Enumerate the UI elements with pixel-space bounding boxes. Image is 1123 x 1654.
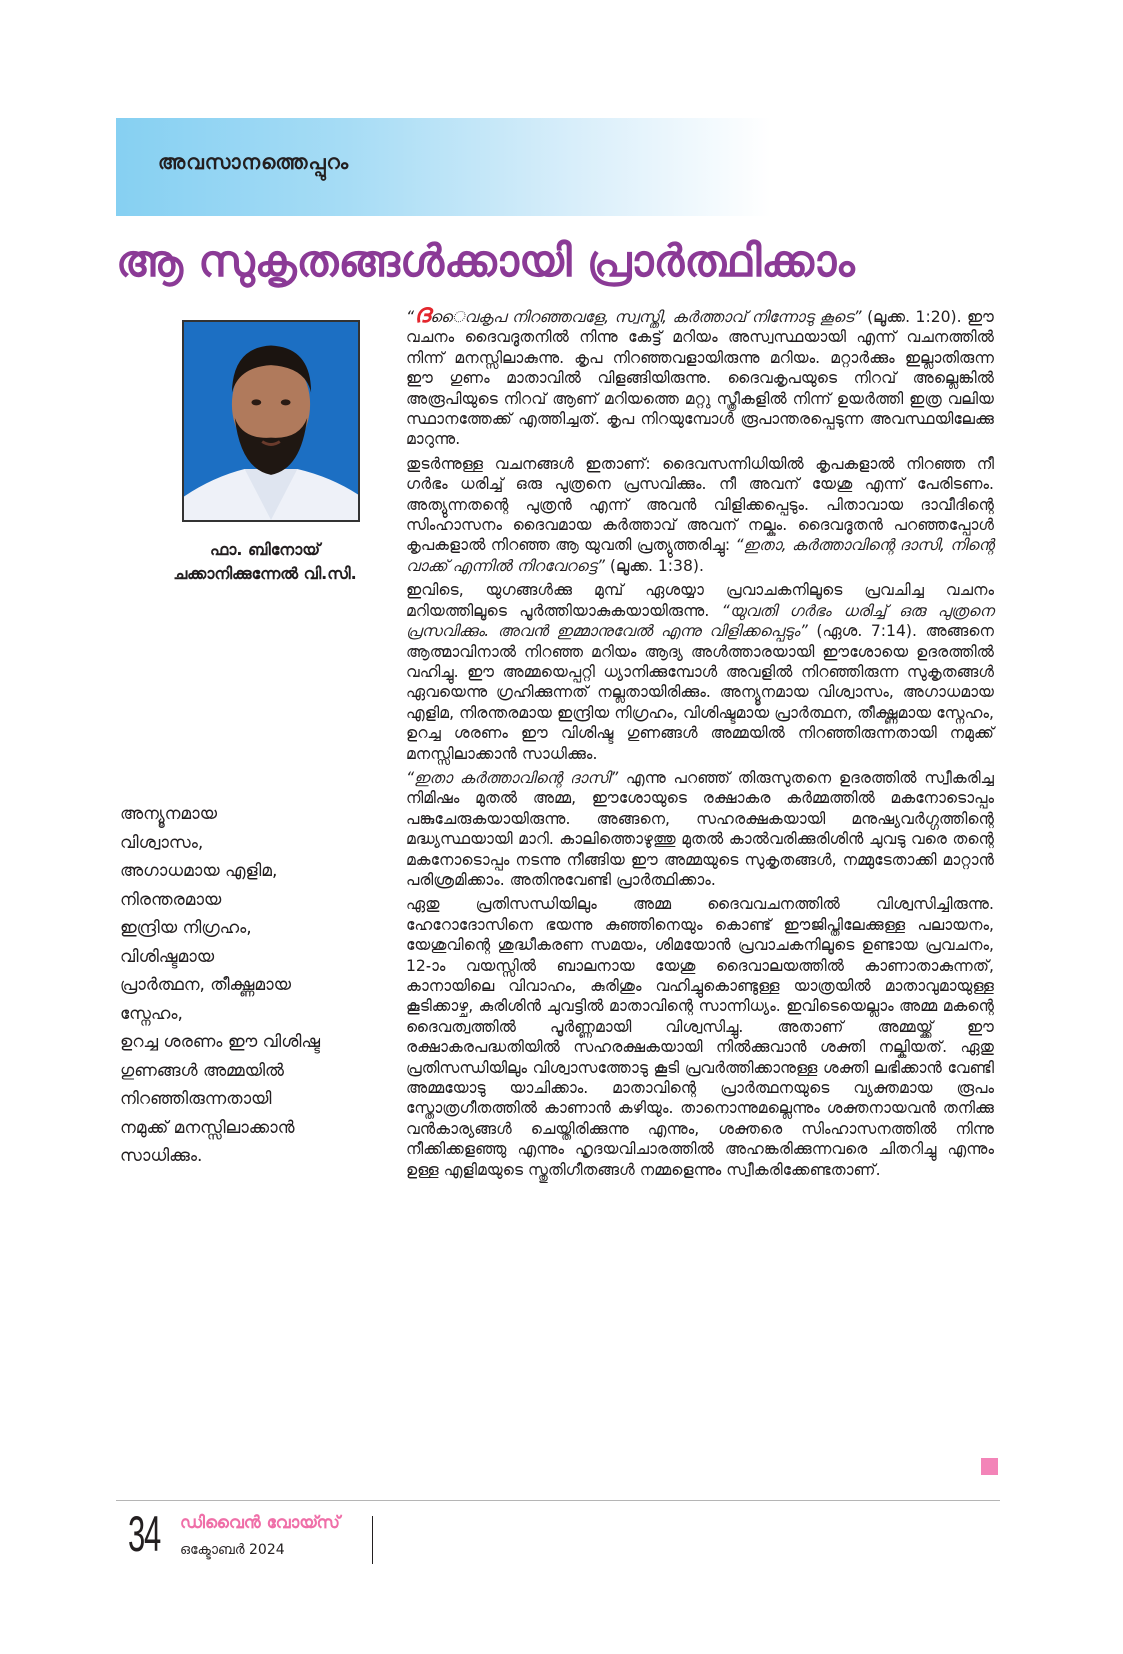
paragraph-4: [406, 768, 994, 890]
pull-quote: [120, 800, 380, 1171]
opening-quote-text: ൈവകൃപ നിറഞ്ഞവളേ, സ്വസ്തി, കർത്താവ് നിന്നോടു കൂടെ”: [430, 308, 862, 326]
scripture-reference: (ലൂക്ക. 1:38).: [604, 556, 704, 575]
pull-quote-line: അന്യൂനമായ: [120, 804, 218, 824]
pull-quote-line: പ്രാർത്ഥന, തീക്ഷ്ണമായ: [120, 975, 292, 995]
pull-quote-line: വിശ്വാസം,: [120, 832, 204, 853]
magazine-name: ഡിവൈൻ വോയ്സ്: [180, 1513, 340, 1533]
section-label: അവസാനത്തെപ്പുറം: [158, 150, 350, 174]
opening-quote: [406, 299, 862, 329]
paragraph-text: തുടർന്നുള്ള വചനങ്ങൾ ഇതാണ്: ദൈവസന്നിധിയിൽ കൃപകളാൽ നിറഞ്ഞ നീ ഗർഭം ധരിച്ച് ഒരു പുത്രനെ പ്രസവിക്കും. നീ അവന് യേശു എന്ന് പേരിടണം. അത്യുന്നതന്റെ പുത്രൻ എന്ന് അവൻ വിളിക്കപ്പെടും. പിതാവായ ദാവീദിന്റെ സിംഹാസനം ദൈവമായ കർത്താവ് അവന് നല്കും. ദൈവദൂതൻ പറഞ്ഞപ്പോൾ കൃപകളാൽ നിറഞ്ഞ ആ യുവതി പ്രത്യുത്തരിച്ചു:: [406, 454, 994, 555]
author-photo: [182, 320, 360, 522]
scripture-quote: “യുവതി ഗർഭം ധരിച്ച് ഒരു പുത്രനെ പ്രസവിക്കും. അവൻ ഇമ്മാനുവേൽ എന്നു വിളിക്കപ്പെടും”: [406, 601, 994, 641]
footer-vertical-divider: [372, 1516, 373, 1564]
author-portrait-icon: [184, 322, 358, 520]
pull-quote-line: ഇന്ദ്രിയ നിഗ്രഹം,: [120, 918, 252, 938]
pull-quote-line: നമുക്ക് മനസ്സിലാക്കാൻ: [120, 1117, 295, 1138]
issue-date: ഒക്ടോബർ 2024: [180, 1542, 285, 1558]
paragraph-text: ഇവിടെ, യുഗങ്ങൾക്കു മുമ്പ് ഏശയ്യാ പ്രവാചകനിലൂടെ പ്രവചിച്ച വചനം മറിയത്തിലൂടെ പൂർത്തിയാകുകയായിരുന്നു.: [406, 581, 994, 620]
article-body: [406, 299, 995, 1184]
paragraph-text: എന്നു പറഞ്ഞ് തിരുസുതനെ ഉദരത്തിൽ സ്വീകരിച്ച നിമിഷം മുതൽ അമ്മ, ഈശോയുടെ രക്ഷാകര കർമ്മത്തിൽ മകനോടൊപ്പം പങ്കുചേരുകയായിരുന്നു. അങ്ങനെ, സഹരക്ഷകയായി മനുഷ്യവർഗ്ഗത്തിന്റെ മദ്ധ്യസ്ഥയായി മാറി. കാലിത്തൊഴുത്തു മുതൽ കാൽവരിക്കുരിശിൻ ചുവടു വരെ തന്റെ മകനോടൊപ്പം നടന്നു നീങ്ങിയ ഈ അമ്മയുടെ സുകൃതങ്ങൾ, നമ്മുടേതാക്കി മാറ്റാൻ പരിശ്രമിക്കാം. അതിനുവേണ്ടി പ്രാർത്ഥിക്കാം.: [406, 768, 994, 889]
pull-quote-line: ഉറച്ച ശരണം ഈ വിശിഷ്ട: [120, 1032, 321, 1052]
scripture-quote: “ഇതാ, കർത്താവിന്റെ ദാസി, നിന്റെ വാക്ക് എന്നിൽ നിറവേറട്ടെ”: [406, 536, 994, 575]
pull-quote-line: അഗാധമായ എളിമ,: [120, 861, 278, 881]
scripture-quote: “ഇതാ കർത്താവിന്റെ ദാസി”: [406, 768, 619, 787]
page-number: 34: [128, 1506, 161, 1562]
quote-mark: “: [406, 308, 415, 326]
author-byline: [130, 538, 400, 586]
pull-quote-line: വിശിഷ്ടമായ: [120, 946, 215, 967]
author-name-line2: ചക്കാനിക്കുന്നേൽ വി.സി.: [173, 564, 357, 583]
footer-divider-line: [116, 1500, 1000, 1501]
article-headline: ആ സുകൃതങ്ങൾക്കായി പ്രാർത്ഥിക്കാം: [116, 236, 855, 287]
paragraph-text: (ഏശ. 7:14). അങ്ങനെ ആത്മാവിനാൽ നിറഞ്ഞ മറിയം ആദ്യ അൾത്താരയായി ഈശോയെ ഉദരത്തിൽ വഹിച്ചു. ഈ അമ്മയെപ്പറ്റി ധ്യാനിക്കുമ്പോൾ അവളിൽ നിറഞ്ഞിരുന്ന സുകൃതങ്ങൾ ഏവയെന്നു ഗ്രഹിക്കുന്നത് നല്ലതായിരിക്കും. അന്യൂനമായ വിശ്വാസം, അഗാധമായ എളിമ, നിരന്തരമായ ഇന്ദ്രിയ നിഗ്രഹം, വിശിഷ്ടമായ പ്രാർത്ഥന, തീക്ഷ്ണമായ സ്നേഹം, ഉറച്ച ശരണം ഈ വിശിഷ്ട ഗുണങ്ങൾ അമ്മയിൽ നിറഞ്ഞിരുന്നതായി നമുക്ക് മനസ്സിലാക്കാൻ സാധിക്കും.: [406, 622, 995, 763]
article-end-mark: [981, 1458, 998, 1475]
author-name-line1: ഫാ. ബിനോയ്: [209, 540, 321, 559]
section-banner: [116, 118, 771, 216]
paragraph-1: [406, 299, 994, 450]
pull-quote-line: സ്നേഹം,: [120, 1003, 183, 1024]
pull-quote-line: സാധിക്കും.: [120, 1146, 203, 1166]
paragraph-text: ഏതു പ്രതിസന്ധിയിലും അമ്മ ദൈവവചനത്തിൽ വിശ്വസിച്ചിരുന്നു. ഹേറോദോസിനെ ഭയന്നു കുഞ്ഞിനെയും കൊണ്ട് ഈജിപ്തിലേക്കുള്ള പലായനം, യേശുവിന്റെ ശുദ്ധീകരണ സമയം, ശിമയോൻ പ്രവാചകനിലൂടെ ഉണ്ടായ പ്രവചനം, 12-ാം വയസ്സിൽ ബാലനായ യേശു ദൈവാലയത്തിൽ കാണാതാകുന്നത്, കാനായിലെ വിവാഹം, കുരിശും വഹിച്ചുകൊണ്ടുള്ള യാത്രയിൽ മാതാവുമായുള്ള കൂടിക്കാഴ്ച, കുരിശിൻ ചുവട്ടിൽ മാതാവിന്റെ സാന്നിധ്യം. ഇവിടെയെല്ലാം അമ്മ മകന്റെ ദൈവത്വത്തിൽ പൂർണ്ണമായി വിശ്വസിച്ചു. അതാണ് അമ്മയ്ക്ക് ഈ രക്ഷാകരപദ്ധതിയിൽ സഹരക്ഷകയായി നിൽക്കുവാൻ ശക്തി നല്കിയത്. ഏതു പ്രതിസന്ധിയിലും വിശ്വാസത്തോടു കൂടി പ്രവർത്തിക്കാനുള്ള ശക്തി ലഭിക്കാൻ വേണ്ടി അമ്മയോടു യാചിക്കാം. മാതാവിന്റെ പ്രാർത്ഥനയുടെ വ്യക്തമായ രൂപം സ്തോത്രഗീതത്തിൽ കാണാൻ കഴിയും. താനൊന്നുമല്ലെന്നും ശക്തനായവൻ തനിക്കു വൻകാര്യങ്ങൾ ചെയ്തിരിക്കുന്നു എന്നും, ശക്തരെ സിംഹാസനത്തിൽ നിന്നു നീക്കിക്കളഞ്ഞു എന്നും ഹൃദയവിചാരത്തിൽ അഹങ്കരിക്കുന്നവരെ ചിതറിച്ചു എന്നും ഉള്ള എളിമയുടെ സ്തുതിഗീതങ്ങൾ നമ്മളെന്നും സ്വീകരിക്കേണ്ടതാണ്.: [406, 895, 994, 1179]
paragraph-3: [406, 580, 994, 764]
paragraph-5: [406, 894, 994, 1180]
paragraph-2: [406, 454, 994, 576]
drop-cap: ദ: [414, 299, 431, 329]
paragraph-text: (ലൂക്ക. 1:20). ഈ വചനം ദൈവദൂതനിൽ നിന്നു കേട്ട് മറിയം അസ്വസ്ഥയായി എന്ന് വചനത്തിൽ നിന്ന് മനസ്സിലാകുന്നു. കൃപ നിറഞ്ഞവളായിരുന്നു മറിയം. മറ്റാർക്കും ഇല്ലാതിരുന്ന ഈ ഗുണം മാതാവിൽ വിളങ്ങിയിരുന്നു. ദൈവകൃപയുടെ നിറവ് അല്ലെങ്കിൽ അരൂപിയുടെ നിറവ് ആണ് മറിയത്തെ മറ്റു സ്ത്രീകളിൽ നിന്ന് ഉയർത്തി ഇത്ര വലിയ സ്ഥാനത്തേക്ക് എത്തിച്ചത്. കൃപ നിറയുമ്പോൾ രൂപാന്തരപ്പെടുന്ന അവസ്ഥയിലേക്കു മാറുന്നു.: [406, 308, 994, 449]
pull-quote-line: നിരന്തരമായ: [120, 889, 222, 910]
pull-quote-line: ഗുണങ്ങൾ അമ്മയിൽ: [120, 1060, 284, 1081]
pull-quote-line: നിറഞ്ഞിരുന്നതായി: [120, 1089, 272, 1109]
